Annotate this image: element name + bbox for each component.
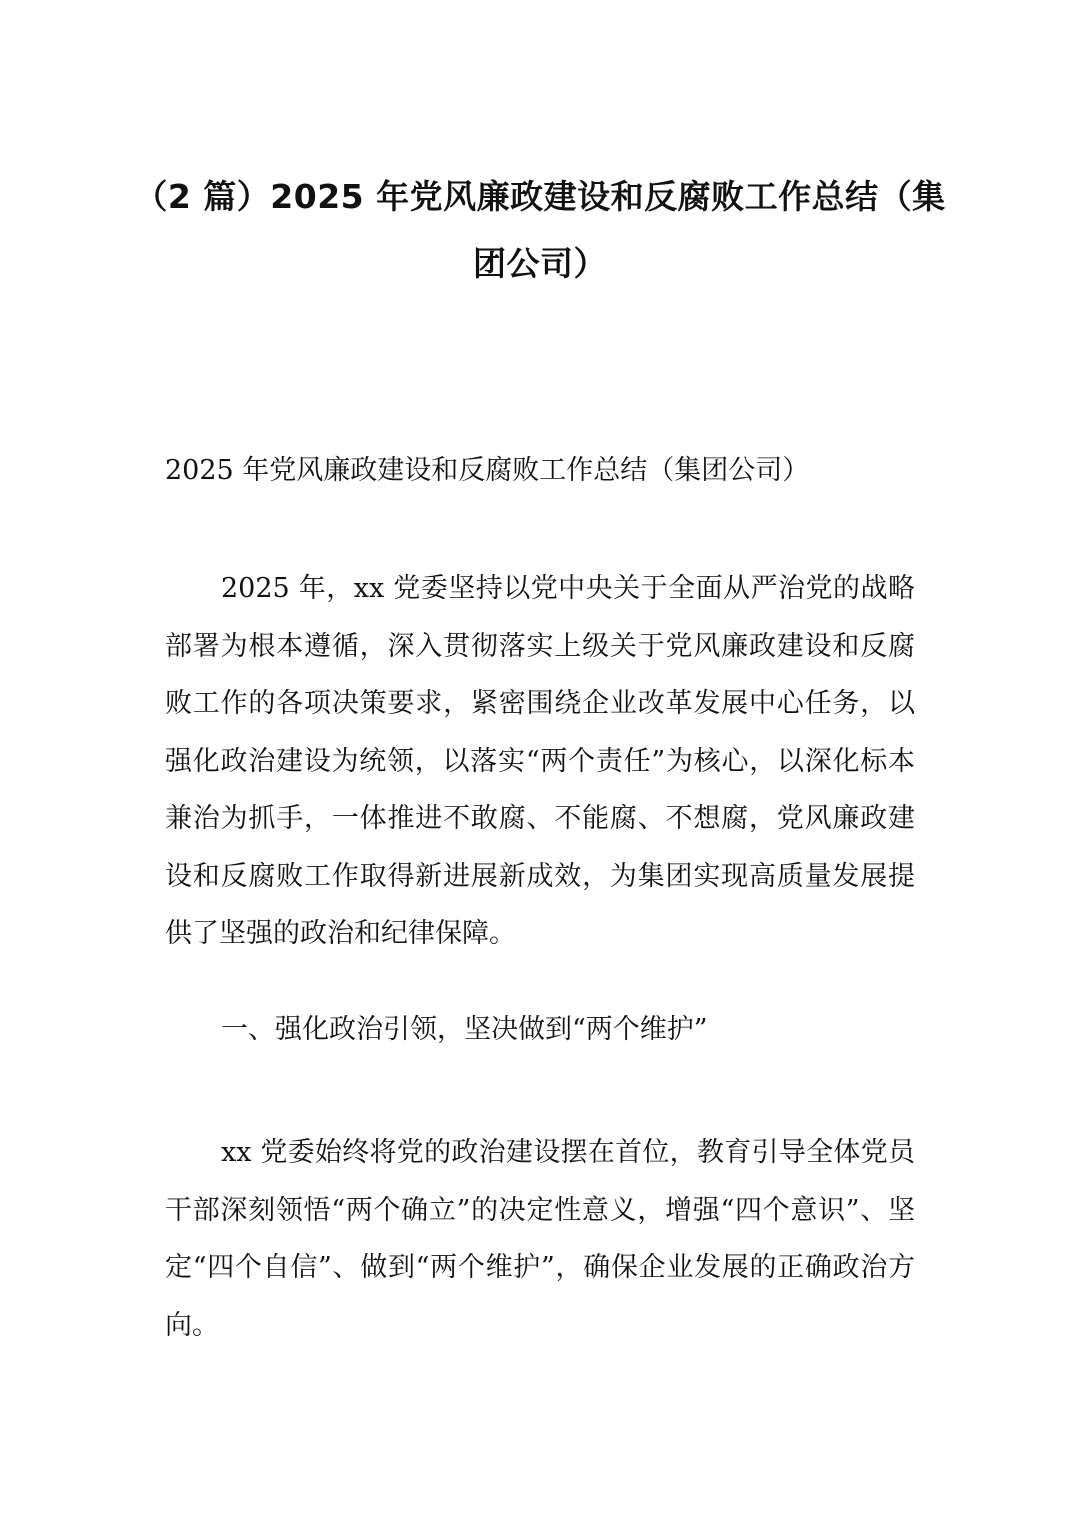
intro-paragraph: 2025 年，xx 党委坚持以党中央关于全面从严治党的战略部署为根本遵循，深入贯彻落实上级关于党风廉政建设和反腐败工作的各项决策要求，紧密围绕企业改革发展中心任务，以强化政治建设为统领，以落实“两个责任”为核心，以深化标本兼治为抓手，一体推进不敢腐、不能腐、不想腐，党风廉政建设和反腐败工作取得新进展新成效，为集团实现高质量发展提供了坚强的政治和纪律保障。	[165, 573, 915, 949]
document-title-line-1: （2 篇）2025 年党风廉政建设和反腐败工作总结（集	[134, 177, 946, 216]
document-title-line-2: 团公司）	[473, 244, 607, 283]
section-heading-1: 一、强化政治引领，坚决做到“两个维护”	[221, 1014, 708, 1045]
article-subtitle: 2025 年党风廉政建设和反腐败工作总结（集团公司）	[165, 455, 810, 486]
section-1-paragraph: xx 党委始终将党的政治建设摆在首位，教育引导全体党员干部深刻领悟“两个确立”的决定性意义，增强“四个意识”、坚定“四个自信”、做到“两个维护”，确保企业发展的正确政治方向。	[165, 1137, 915, 1341]
